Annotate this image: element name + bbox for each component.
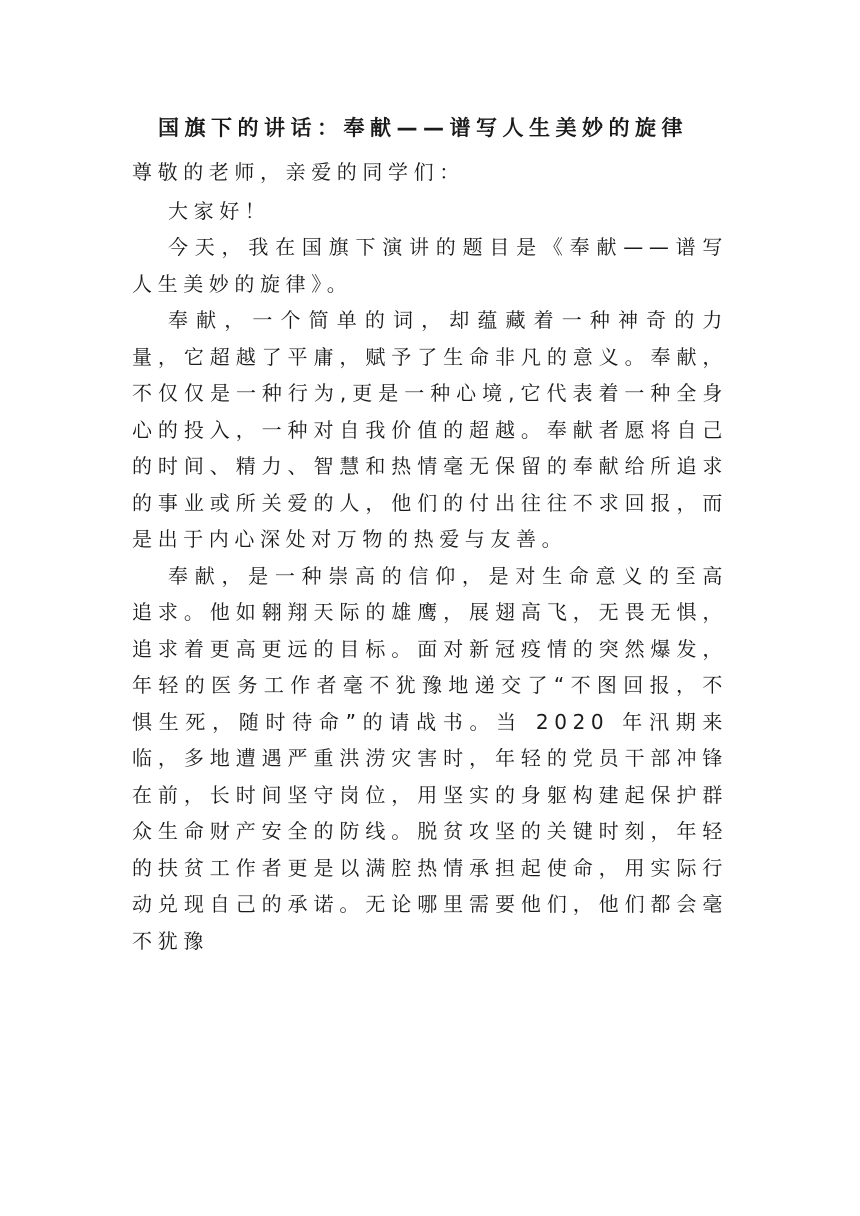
salutation: 尊敬的老师，亲爱的同学们： xyxy=(132,160,465,184)
document-title: 国旗下的讲话：奉献——谱写人生美妙的旋律 xyxy=(158,116,688,140)
greeting: 大家好！ xyxy=(168,198,271,223)
paragraph-3: 奉献，是一种崇高的信仰，是对生命意义的至高追求。他如翱翔天际的雄鹰，展翅高飞，无畏无惧，追求着更高更远的目标。面对新冠疫情的突然爆发，年轻的医务工作者毫不犹豫地递交了“不图回报，不惧生死，随时待命”的请战书。当 2020 年汛期来临，多地遭遇严重洪涝灾害时，年轻的党员干部冲锋在前，长时间坚守岗位，用坚实的身躯构建起保护群众生命财产安全的防线。脱贫攻坚的关键时刻，年轻的扶贫工作者更是以满腔热情承担起使命，用实际行动兑现自己的承诺。无论哪里需要他们，他们都会毫不犹豫 xyxy=(132,563,728,953)
paragraph-1: 今天，我在国旗下演讲的题目是《奉献——谱写人生美妙的旋律》。 xyxy=(132,235,728,296)
document-body xyxy=(132,154,728,959)
paragraph-2: 奉献，一个简单的词，却蕴藏着一种神奇的力量，它超越了平庸，赋予了生命非凡的意义。奉献，不仅仅是一种行为,更是一种心境,它代表着一种全身心的投入，一种对自我价值的超越。奉献者愿将自己的时间、精力、智慧和热情毫无保留的奉献给所追求的事业或所关爱的人，他们的付出往往不求回报，而是出于内心深处对万物的热爱与友善。 xyxy=(132,308,728,551)
